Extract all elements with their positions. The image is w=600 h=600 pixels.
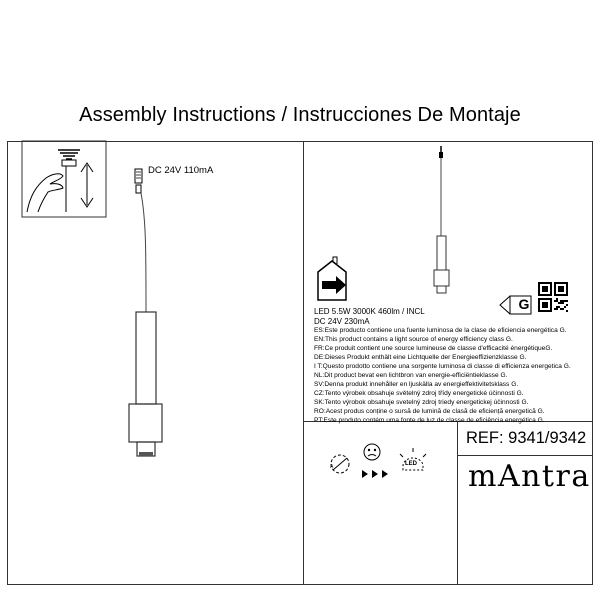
spec-line: LED 5.5W 3000K 460lm / INCL	[314, 307, 425, 316]
statement: DE:Dieses Produkt enthält eine Lichtquelle der Energieeffizienzklasse G.	[314, 354, 527, 362]
page-title: Assembly Instructions / Instrucciones De Montaje	[79, 104, 521, 126]
statement: CZ:Tento výrobek obsahuje světelný zdroj třídy energetické účinnosti G.	[314, 390, 524, 398]
statement: SK:Tento výrobok obsahuje svetelný zdroj triedy energetickej účinnosti G.	[314, 399, 529, 407]
led-label: LED	[405, 461, 417, 467]
dimmable-icon	[330, 455, 349, 473]
statement: ES:Este producto contiene una fuente luminosa de la clase de eficiencia energética G.	[314, 327, 567, 335]
statement: RO:Acest produs conține o sursă de lumină de clasă de eficiență energetică G.	[314, 408, 545, 416]
statement: SV:Denna produkt innehåller en ljuskälla av energieffektivitetsklass G.	[314, 381, 519, 389]
no-dimmer-warning-icon	[364, 444, 380, 460]
statement: NL:Dit product bevat een lichtbron van energie-efficiëntieklasse G.	[314, 372, 508, 380]
statement: EN:This product contains a light source of energy efficiency class G.	[314, 336, 513, 344]
play-arrows-icon	[362, 470, 388, 478]
reference-number: REF: 9341/9342	[466, 429, 587, 447]
brand-logo: mAntra	[468, 459, 591, 494]
statement: FR:Ce produit contient une source lumineuse de classe d'efficacité énergétiqueG.	[314, 345, 553, 353]
energy-class-letter: G	[518, 296, 530, 312]
statement: I T:Questo prodotto contiene una sorgente luminosa di classe di efficienza energetica G.	[314, 363, 571, 371]
statement: PT:Este produto contém uma fonte de luz de classe de eficiência energética G.	[314, 417, 545, 425]
spec-line: DC 24V 230mA	[314, 316, 370, 326]
power-rating-label: DC 24V 110mA	[148, 165, 214, 176]
svg-text:A: A	[330, 464, 334, 470]
